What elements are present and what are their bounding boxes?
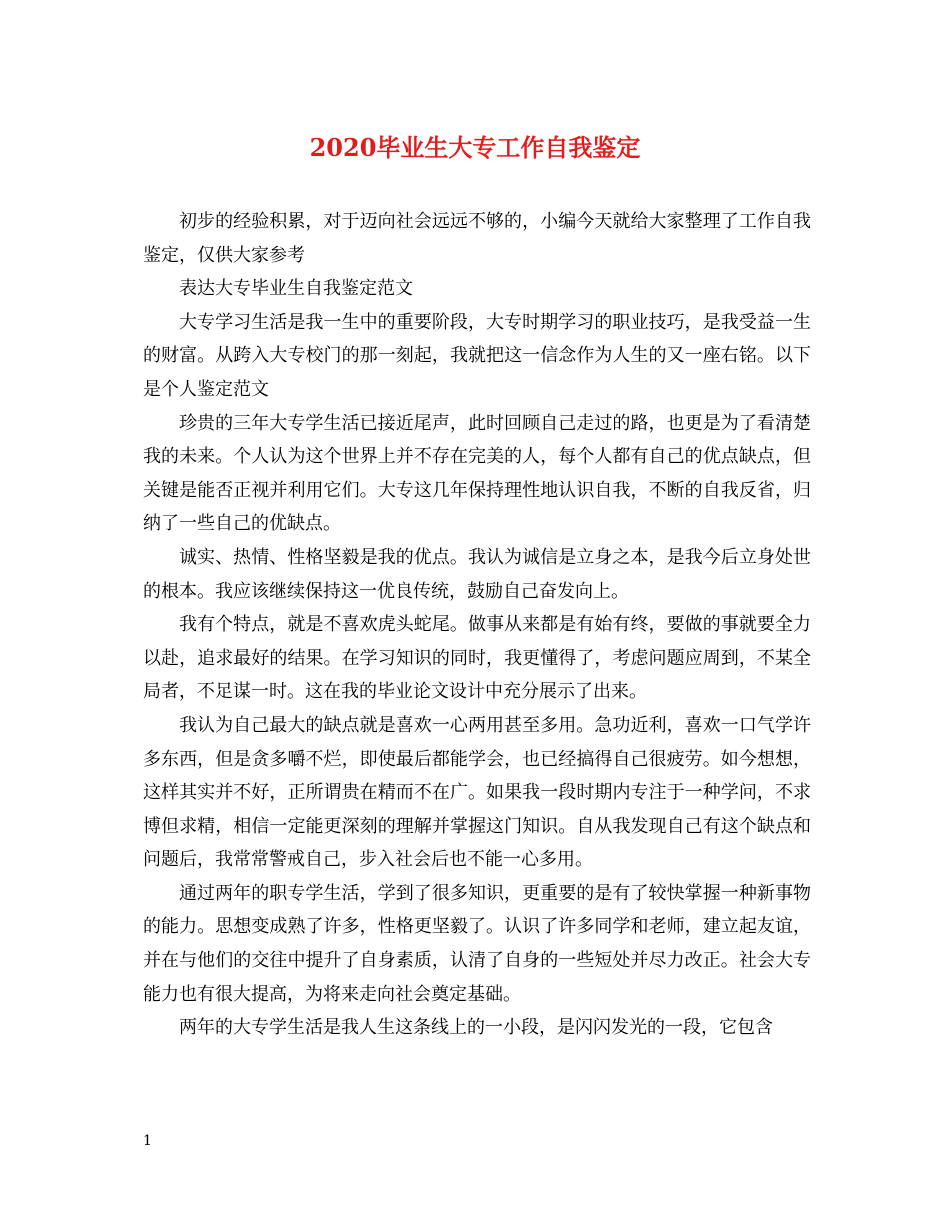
paragraph-intro: 初步的经验积累，对于迈向社会远远不够的，小编今天就给大家整理了工作自我鉴定，仅供大家参考 <box>143 211 811 266</box>
paragraph: 我有个特点，就是不喜欢虎头蛇尾。做事从来都是有始有终，要做的事就要全力以赴，追求最好的结果。在学习知识的同时，我更懂得了，考虑问题应周到，不某全局者，不足谋一时。这在我的毕业论文设计中充分展示了出来。 <box>143 614 811 703</box>
paragraph: 通过两年的职专学生活，学到了很多知识，更重要的是有了较快掌握一种新事物的能力。思想变成熟了许多，性格更坚毅了。认识了许多同学和老师，建立起友谊，并在与他们的交往中提升了自身素质，认清了自身的一些短处并尽力改正。社会大专能力也有很大提高，为将来走向社会奠定基础。 <box>143 882 811 1005</box>
paragraph: 我认为自己最大的缺点就是喜欢一心两用甚至多用。急功近利，喜欢一口气学许多东西，但是贪多嚼不烂，即使最后都能学会，也已经搞得自己很疲劳。如今想想，这样其实并不好，正所谓贵在精而不在广。如果我一段时期内专注于一种学问，不求博但求精，相信一定能更深刻的理解并掌握这门知识。自从我发现自己有这个缺点和问题后，我常常警戒自己，步入社会后也不能一心多用。 <box>143 714 811 871</box>
paragraph: 珍贵的三年大专学生活已接近尾声，此时回顾自己走过的路，也更是为了看清楚我的未来。个人认为这个世界上并不存在完美的人，每个人都有自己的优点缺点，但关键是能否正视并利用它们。大专这几年保持理性地认识自我，不断的自我反省，归纳了一些自己的优缺点。 <box>143 412 811 535</box>
paragraph-subheading: 表达大专毕业生自我鉴定范文 <box>179 278 413 300</box>
paragraph: 大专学习生活是我一生中的重要阶段，大专时期学习的职业技巧，是我受益一生的财富。从跨入大专校门的那一刻起，我就把这一信念作为人生的又一座右铭。以下是个人鉴定范文 <box>143 311 811 400</box>
document-body <box>143 205 811 1045</box>
page-number: 1 <box>143 1133 152 1149</box>
paragraph: 诚实、热情、性格坚毅是我的优点。我认为诚信是立身之本，是我今后立身处世的根本。我应该继续保持这一优良传统，鼓励自己奋发向上。 <box>143 546 811 602</box>
paragraph: 两年的大专学生活是我人生这条线上的一小段，是闪闪发光的一段，它包含 <box>179 1017 773 1039</box>
document-title: 2020毕业生大专工作自我鉴定 <box>309 133 641 162</box>
